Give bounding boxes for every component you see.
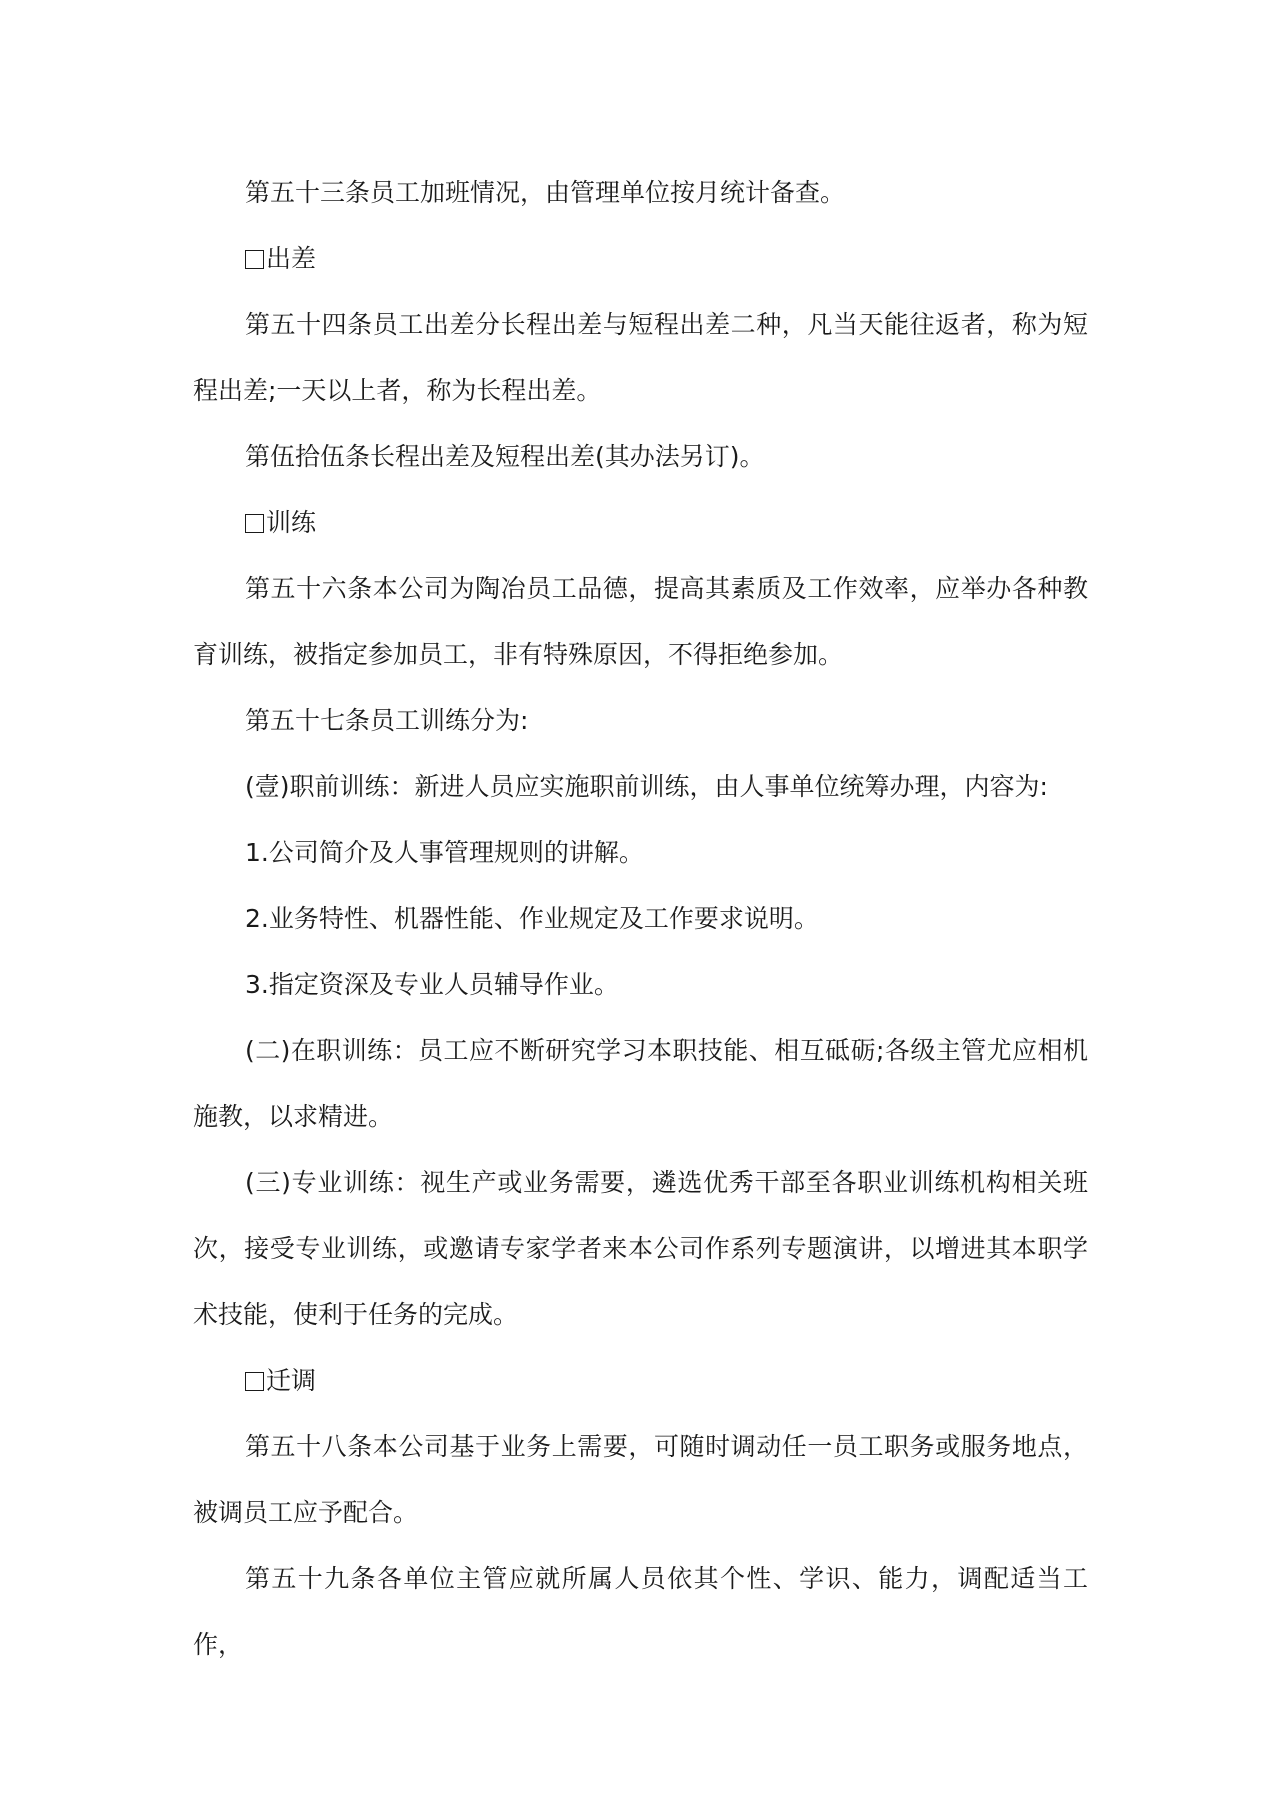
article-56: 第五十六条本公司为陶冶员工品德，提高其素质及工作效率，应举办各种教育训练，被指定参加员工，非有特殊原因，不得拒绝参加。 (193, 574, 1088, 669)
list-item: 2.业务特性、机器性能、作业规定及工作要求说明。 (245, 904, 819, 933)
article-54: 第五十四条员工出差分长程出差与短程出差二种，凡当天能往返者，称为短程出差;一天以上者，称为长程出差。 (193, 310, 1088, 405)
checkbox-square-icon (245, 250, 264, 269)
list-item: 3.指定资深及专业人员辅导作业。 (245, 970, 619, 999)
checkbox-square-icon (245, 1372, 264, 1391)
list-item: 1.公司简介及人事管理规则的讲解。 (245, 838, 644, 867)
article-58: 第五十八条本公司基于业务上需要，可随时调动任一员工职务或服务地点，被调员工应予配合。 (193, 1432, 1088, 1527)
section-heading-label: 训练 (266, 508, 317, 537)
article-53: 第五十三条员工加班情况，由管理单位按月统计备查。 (245, 178, 846, 207)
section-heading-business-trip (193, 226, 1088, 292)
checkbox-square-icon (245, 514, 264, 533)
section-heading-training (193, 490, 1088, 556)
training-pre-job: (壹)职前训练：新进人员应实施职前训练，由人事单位统筹办理，内容为: (245, 772, 1048, 801)
section-heading-label: 迁调 (266, 1366, 317, 1395)
article-55: 第伍拾伍条长程出差及短程出差(其办法另订)。 (245, 442, 765, 471)
article-59: 第五十九条各单位主管应就所属人员依其个性、学识、能力，调配适当工作， (193, 1564, 1088, 1659)
section-heading-transfer (193, 1348, 1088, 1414)
document-body (193, 160, 1088, 1678)
training-professional: (三)专业训练：视生产或业务需要，遴选优秀干部至各职业训练机构相关班次，接受专业训练，或邀请专家学者来本公司作系列专题演讲，以增进其本职学术技能，使利于任务的完成。 (193, 1168, 1088, 1329)
training-on-job: (二)在职训练：员工应不断研究学习本职技能、相互砥砺;各级主管尤应相机施教，以求精进。 (193, 1036, 1088, 1131)
article-57: 第五十七条员工训练分为: (245, 706, 529, 735)
section-heading-label: 出差 (266, 244, 317, 273)
